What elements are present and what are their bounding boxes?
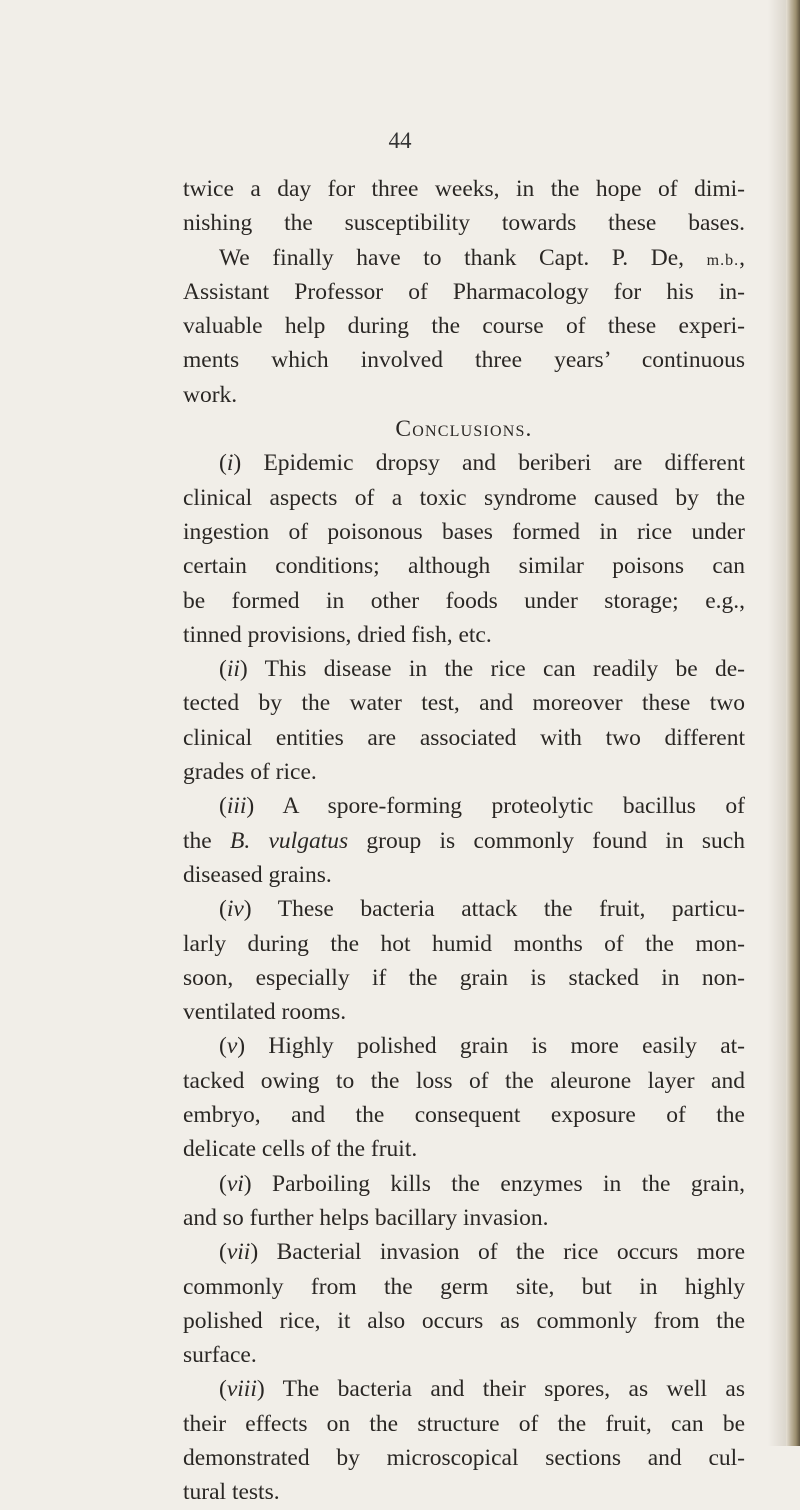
text-line: (viii) The bacteria and their spores, as well as	[219, 1376, 745, 1403]
text-line: surface.	[183, 1342, 257, 1369]
text-line: clinical aspects of a toxic syndrome caused by the	[183, 484, 745, 511]
text-line: (i) Epidemic dropsy and beriberi are different	[219, 450, 745, 477]
text-line: Assistant Professor of Pharmacology for his in-	[183, 278, 745, 305]
text-line: tinned provisions, dried fish, etc.	[183, 621, 492, 648]
text-line: be formed in other foods under storage; e.g.,	[183, 587, 745, 614]
text-line: work.	[183, 381, 238, 408]
text-line: the B. vulgatus group is commonly found in such	[183, 827, 745, 854]
text-line: tacked owing to the loss of the aleurone layer and	[183, 1067, 745, 1094]
section-heading: Conclusions.	[395, 416, 533, 443]
text-line: larly during the hot humid months of the mon-	[183, 930, 745, 957]
text-line: twice a day for three weeks, in the hope of dimi-	[183, 176, 745, 202]
text-line: (iv) These bacteria attack the fruit, particu-	[219, 896, 745, 923]
page-edge-shadow	[768, 0, 786, 1446]
text-line: demonstrated by microscopical sections and cul-	[183, 1444, 745, 1471]
body-text	[183, 172, 745, 1510]
text-line: delicate cells of the fruit.	[183, 1136, 418, 1163]
text-line: polished rice, it also occurs as commonly from the	[183, 1307, 745, 1334]
text-line: tural tests.	[183, 1479, 280, 1506]
text-line: (iii) A spore-forming proteolytic bacillus of	[219, 793, 745, 820]
text-line: (v) Highly polished grain is more easily at-	[219, 1033, 745, 1060]
text-line: valuable help during the course of these experi-	[183, 313, 745, 340]
text-line: their effects on the structure of the fruit, can be	[183, 1410, 745, 1437]
text-line: soon, especially if the grain is stacked in non-	[183, 964, 745, 991]
text-line: certain conditions; although similar poisons can	[183, 553, 745, 580]
text-line: ingestion of poisonous bases formed in rice under	[183, 518, 745, 545]
text-line: embryo, and the consequent exposure of the	[183, 1102, 745, 1129]
text-line: grades of rice.	[183, 759, 317, 786]
text-line: and so further helps bacillary invasion.	[183, 1204, 549, 1231]
text-line: (ii) This disease in the rice can readily be de-	[219, 656, 745, 683]
text-line: clinical entities are associated with two different	[183, 724, 745, 751]
text-line: ments which involved three years’ continuous	[183, 347, 745, 374]
degree-abbrev: m.b.	[706, 251, 740, 269]
page-edge	[786, 0, 800, 1446]
text-line: (vii) Bacterial invasion of the rice occurs more	[219, 1239, 745, 1266]
text-line: commonly from the germ site, but in highly	[183, 1273, 745, 1300]
page-number: 44	[388, 128, 412, 153]
text-line: tected by the water test, and moreover these two	[183, 690, 745, 717]
text-line: diseased grains.	[183, 861, 332, 888]
text-line: We finally have to thank Capt. P. De, m.b.,	[219, 244, 745, 271]
text-line: ventilated rooms.	[183, 999, 347, 1026]
text-line: (vi) Parboiling kills the enzymes in the grain,	[219, 1170, 745, 1197]
text-line: nishing the susceptibility towards these bases.	[183, 210, 745, 237]
